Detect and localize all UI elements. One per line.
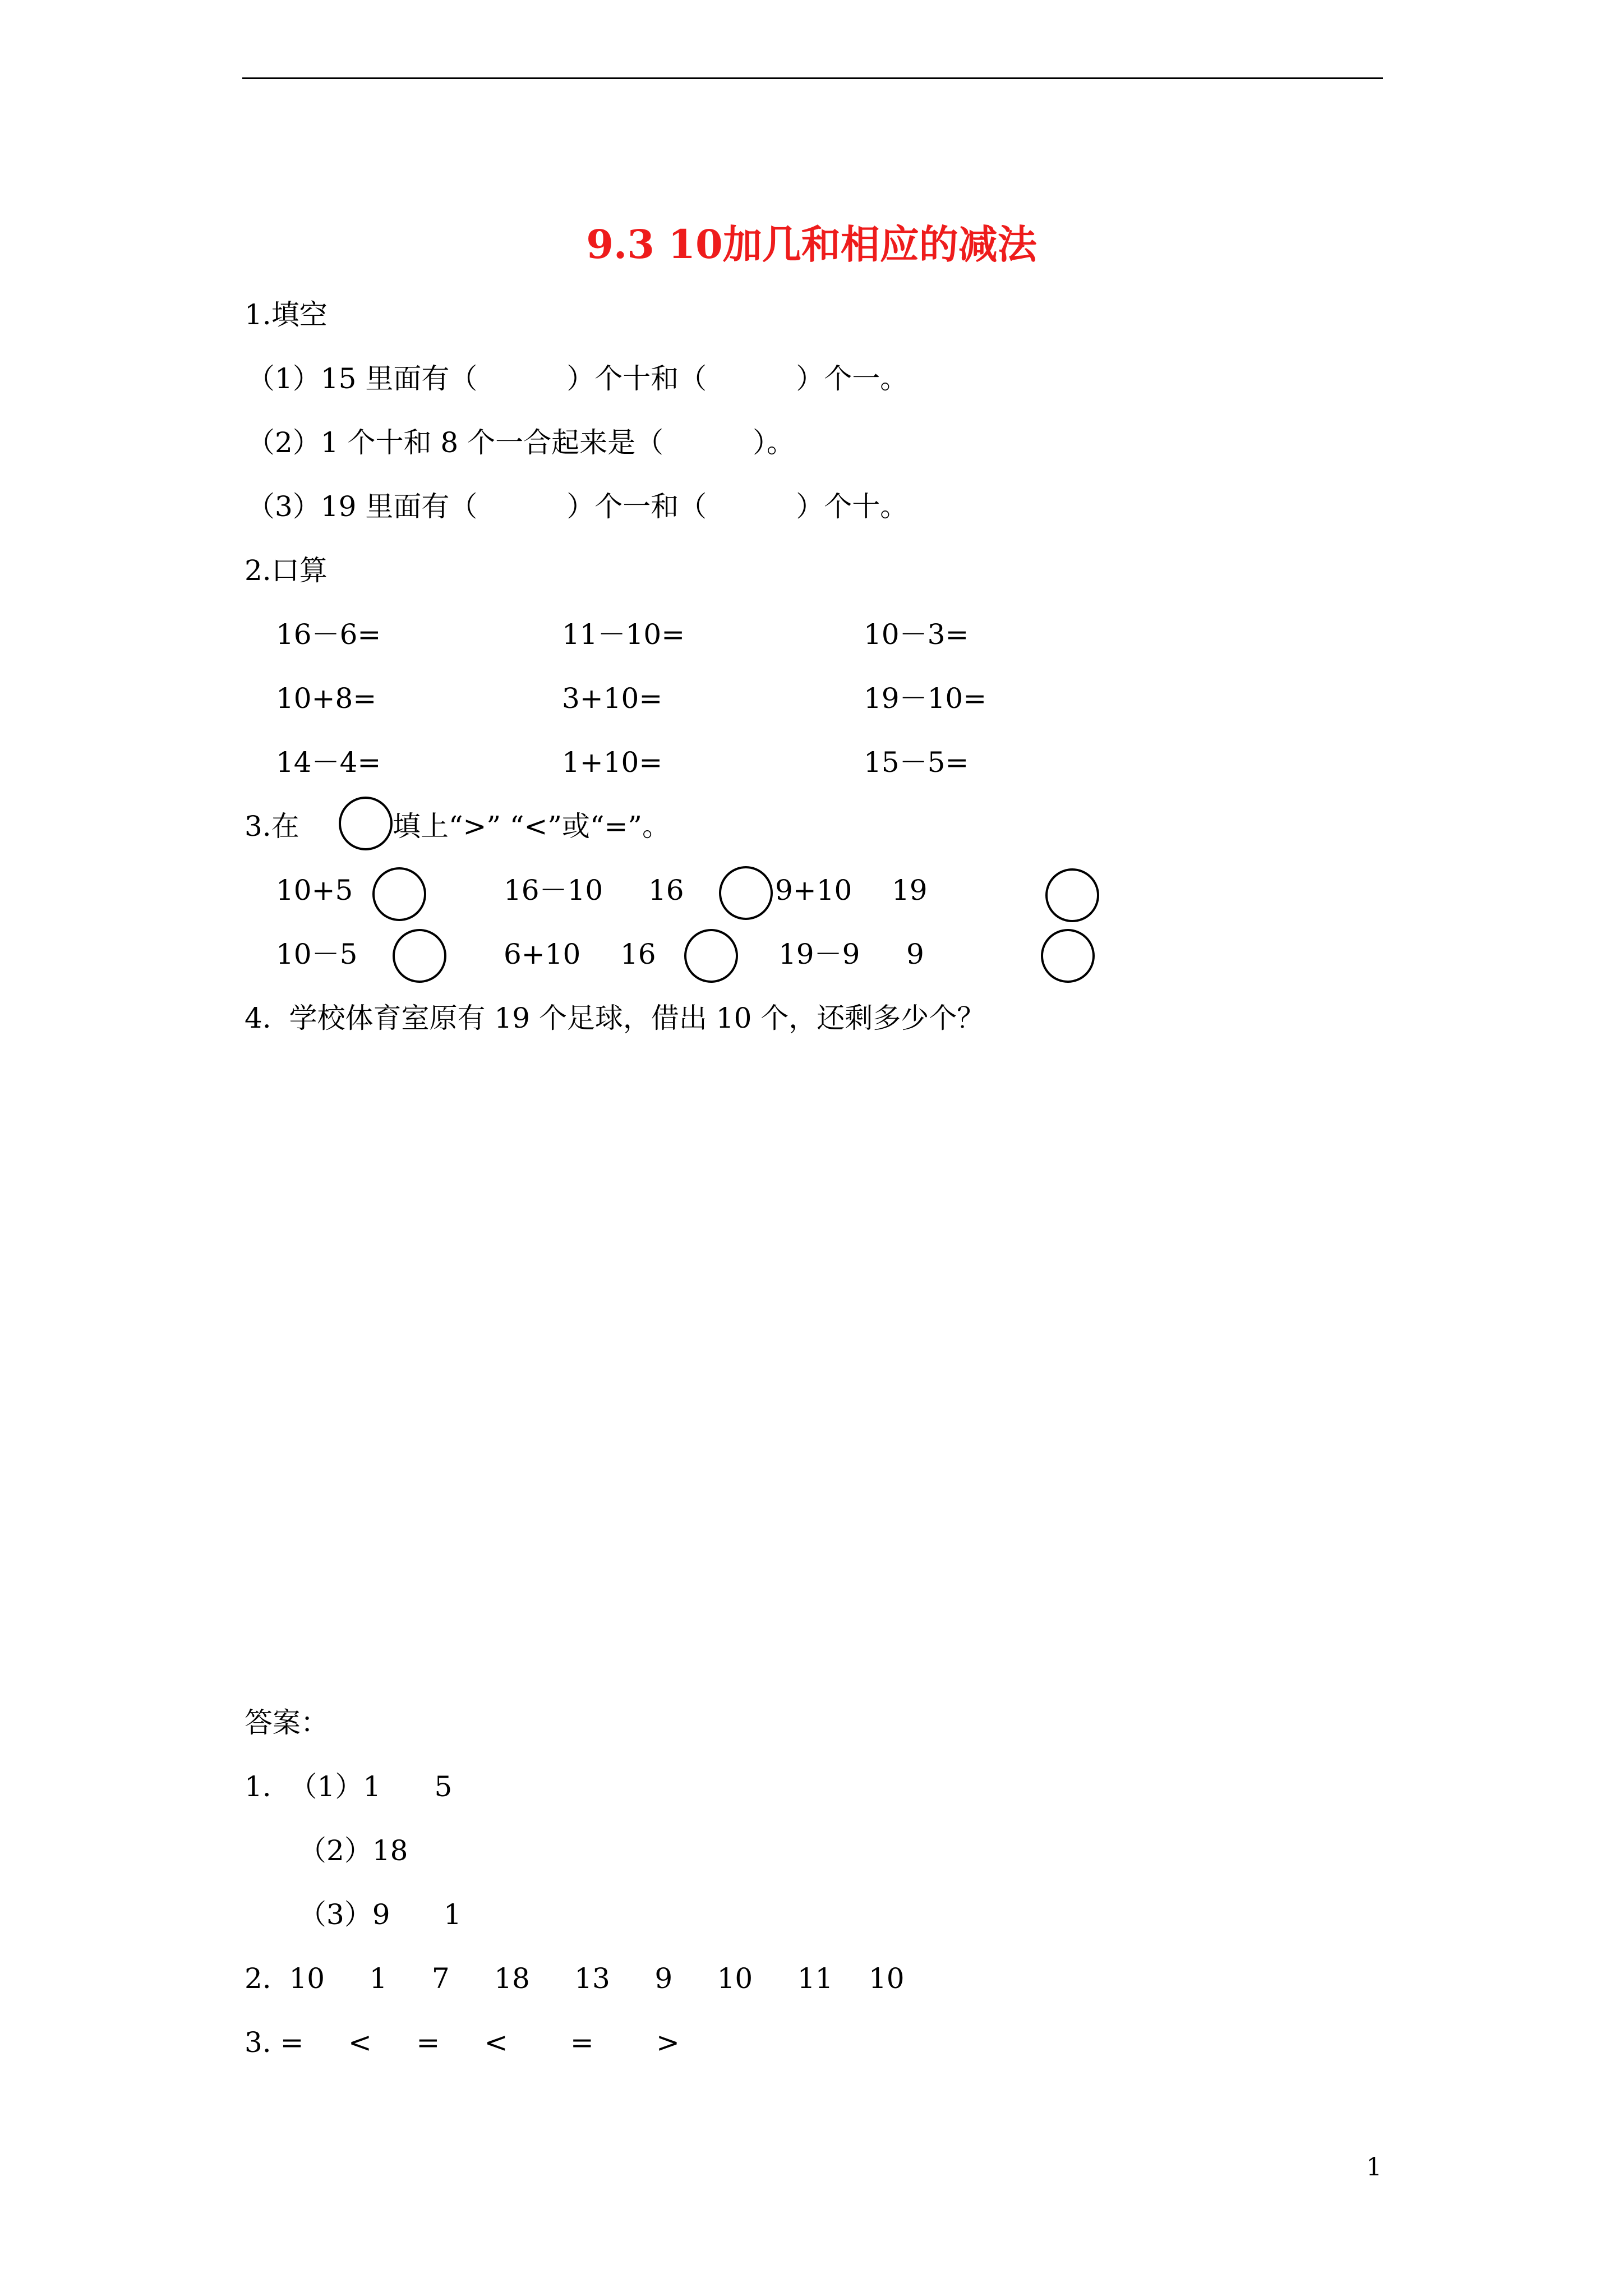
answer-circle-icon[interactable] <box>684 929 738 983</box>
q4-text: 4. 学校体育室原有 19 个足球，借出 10 个，还剩多少个？ <box>245 1002 985 1034</box>
q3-expr: 10－5 <box>276 938 358 970</box>
q1-heading: 1.填空 <box>245 298 328 331</box>
q2-cell: 19－10= <box>864 682 987 715</box>
q3-expr: 19 <box>892 874 928 907</box>
q2-cell: 11－10= <box>562 618 685 651</box>
answer-1-2: （2）18 <box>298 1834 408 1867</box>
q2-cell: 14－4= <box>276 746 381 779</box>
q3-expr: 9+10 <box>775 874 852 907</box>
q3-expr: 16 <box>648 874 684 907</box>
answer-1-3: （3）9 1 <box>298 1898 462 1931</box>
q3-expr: 10+5 <box>276 874 353 907</box>
answer-circle-icon[interactable] <box>393 929 446 983</box>
page-number: 1 <box>1366 2153 1382 2182</box>
q3-expr: 9 <box>906 938 924 970</box>
q2-cell: 3+10= <box>562 682 663 715</box>
q2-cell: 10+8= <box>276 682 377 715</box>
q2-cell: 10－3= <box>864 618 969 651</box>
answer-circle-icon[interactable] <box>1045 868 1099 922</box>
q1-item-2: （2）1 个十和 8 个一合起来是（ ）。 <box>247 426 795 459</box>
answers-heading: 答案： <box>245 1706 329 1739</box>
q3-expr: 6+10 <box>504 938 581 970</box>
q3-expr: 19－9 <box>778 938 860 970</box>
q2-cell: 16－6= <box>276 618 381 651</box>
page-title: 9.3 10加几和相应的减法 <box>586 221 1037 268</box>
answer-circle-icon <box>339 797 393 850</box>
q2-cell: 15－5= <box>864 746 969 779</box>
answer-1-1: 1. （1）1 5 <box>245 1770 453 1803</box>
header-rule <box>242 77 1383 79</box>
q3-heading-post: 填上“>” “<”或“=”。 <box>393 810 670 843</box>
answer-2: 2. 10 1 7 18 13 9 10 11 10 <box>245 1962 905 1995</box>
q3-expr: 16 <box>620 938 656 970</box>
answer-circle-icon[interactable] <box>1041 929 1095 983</box>
q1-item-1: （1）15 里面有（ ）个十和（ ）个一。 <box>247 362 909 395</box>
q3-heading-pre: 3.在 <box>245 810 299 843</box>
answer-3: 3. = < = < = > <box>245 2026 680 2059</box>
answer-circle-icon[interactable] <box>372 867 426 921</box>
q2-heading: 2.口算 <box>245 554 328 587</box>
q2-cell: 1+10= <box>562 746 663 779</box>
q1-item-3: （3）19 里面有（ ）个一和（ ）个十。 <box>247 490 909 523</box>
answer-circle-icon[interactable] <box>719 866 773 920</box>
q3-expr: 16－10 <box>504 874 603 907</box>
